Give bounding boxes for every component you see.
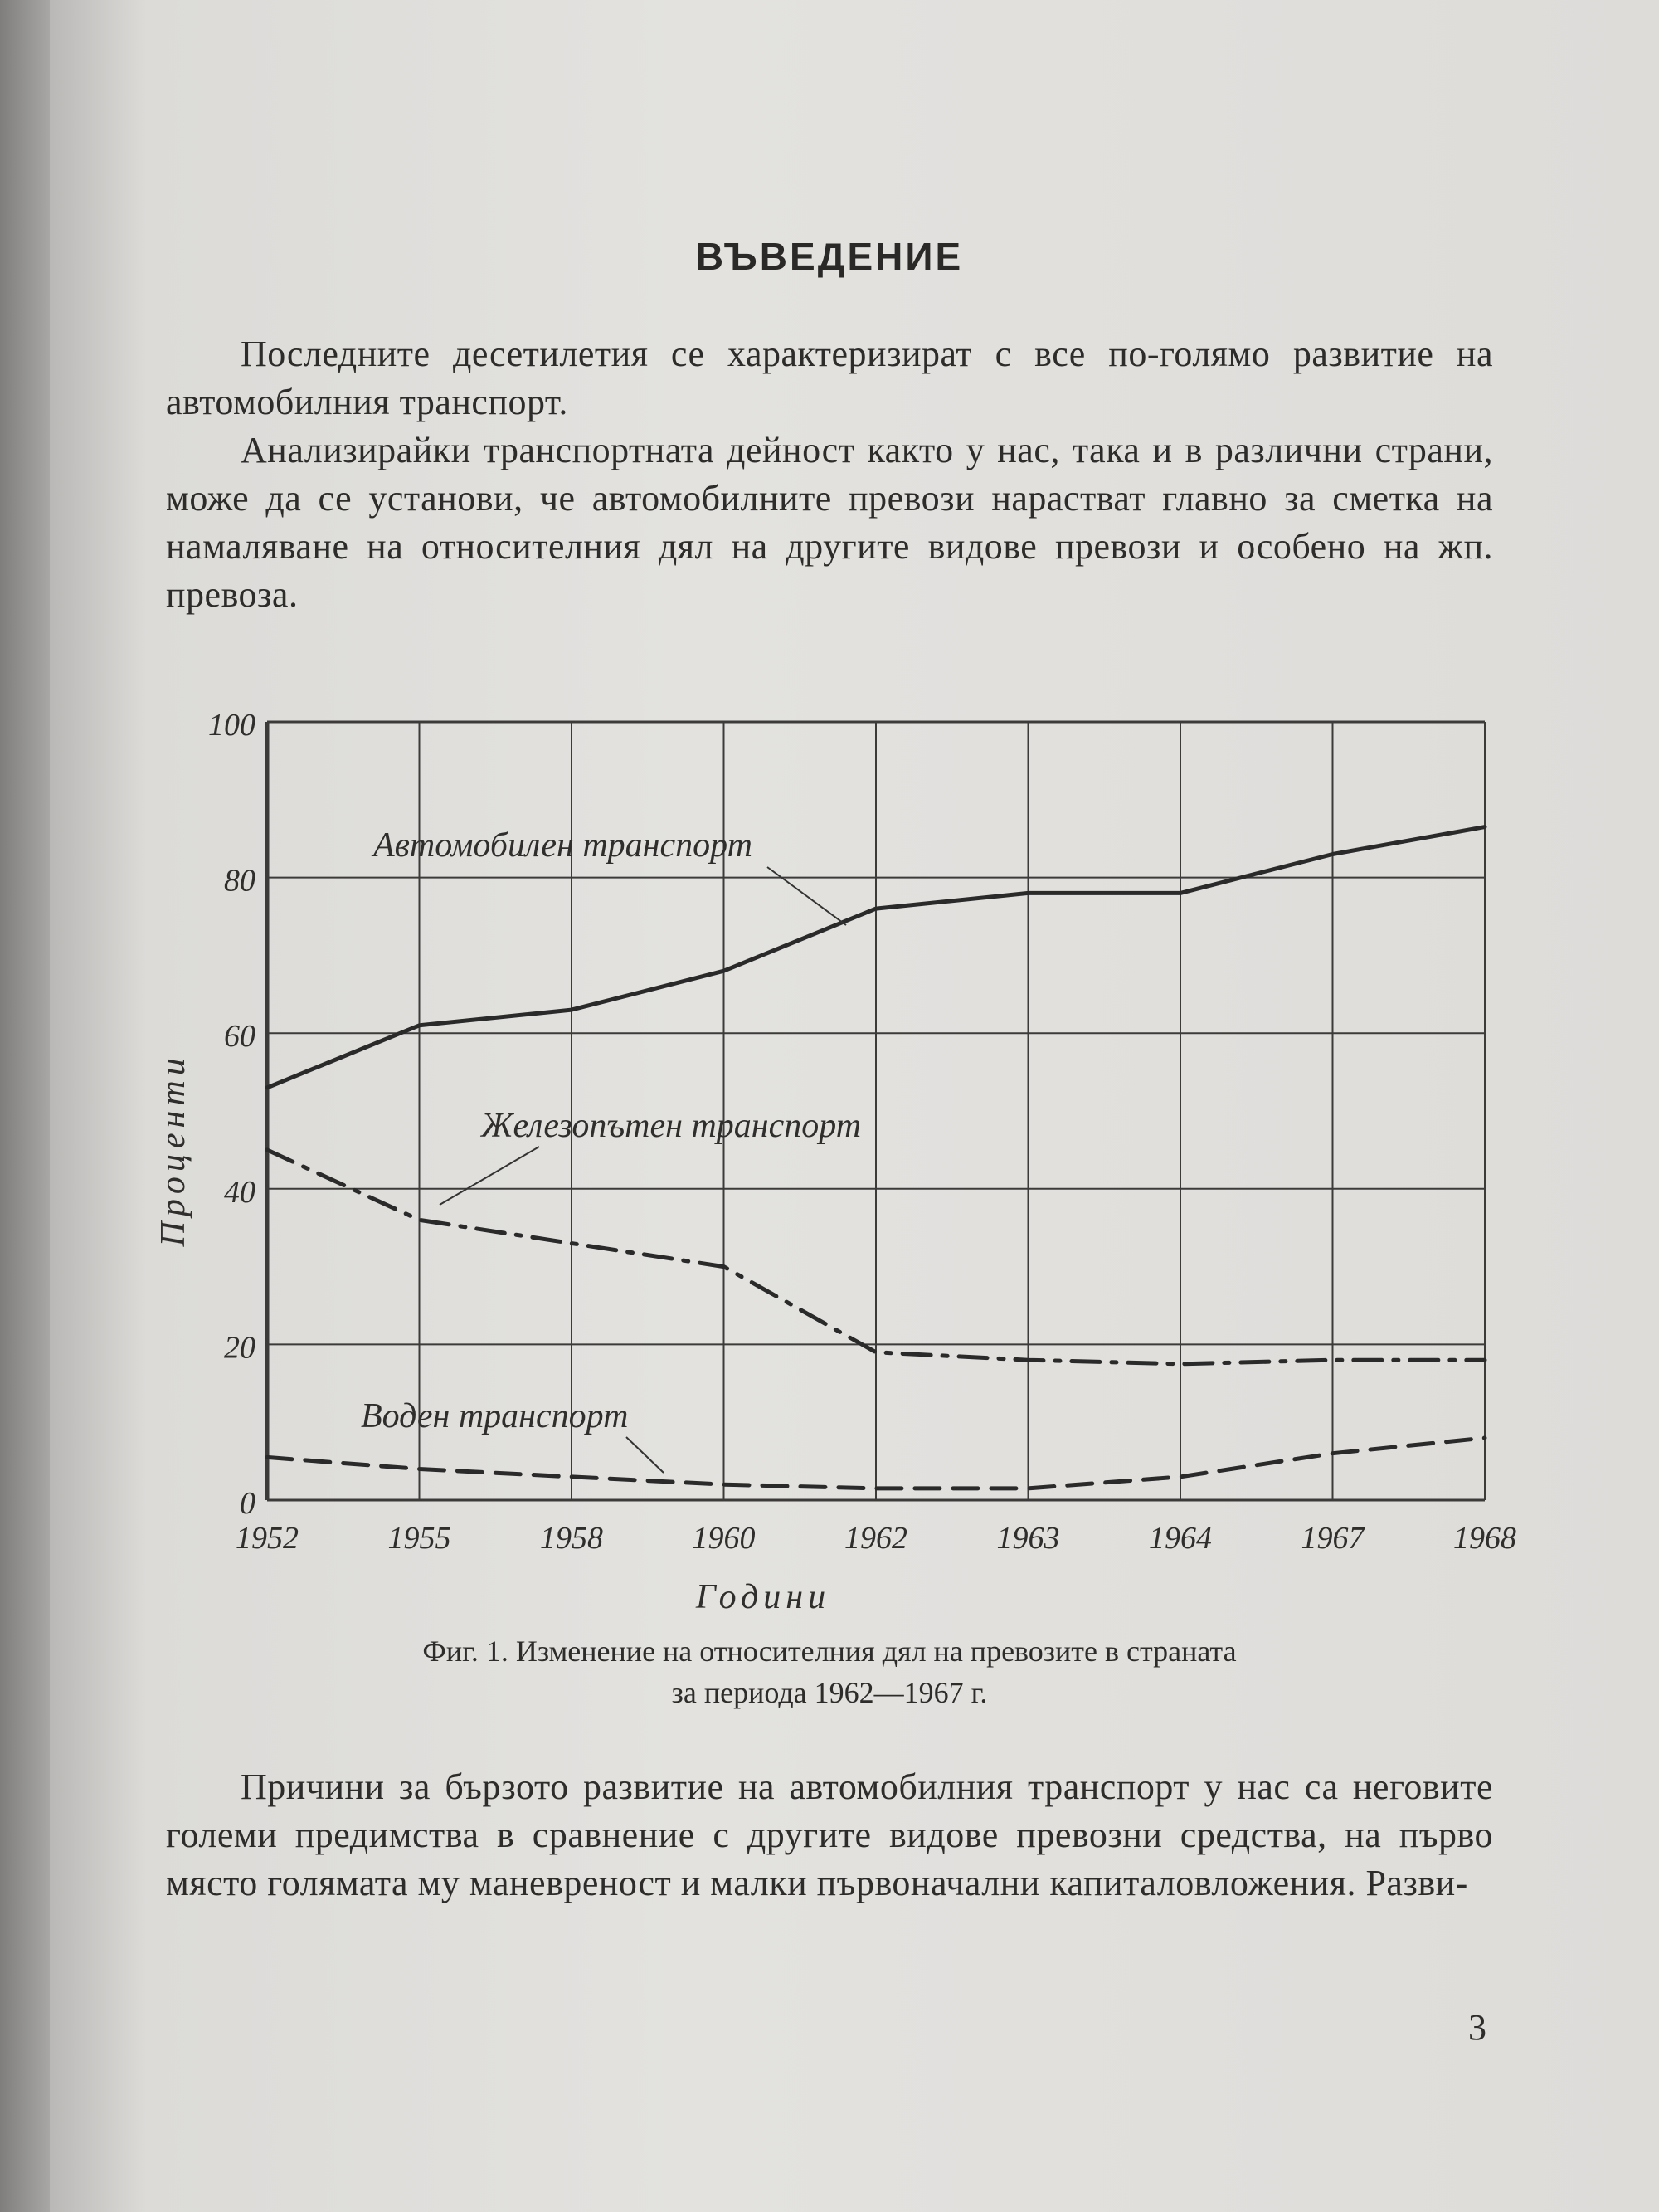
figure-caption-line-2: за периода 1962—1967 г. [671,1676,988,1709]
x-tick-label: 1967 [1301,1521,1365,1556]
paragraph-3: Причини за бързото развитие на автомобилния транспорт у нас са неговите големи предимства в сравнение с другите видове превозни средства, на първо място голямата му маневреност и малки първоначални капиталовложения. Разви- [166,1766,1493,1903]
paragraph-2: Анализирайки транспортната дейност както у нас, така и в различни страни, може да се установи, че автомобилните превози нарастват главно за сметка на намаляване на относителния дял на другите видове превози и особено на жп. превоза. [166,430,1493,615]
series-label: Воден транспорт [361,1397,629,1435]
y-axis-title: Проценти [154,1053,192,1247]
x-tick-label: 1964 [1149,1521,1212,1556]
x-tick-label: 1960 [692,1521,756,1556]
page-title: ВЪВЕДЕНИЕ [695,235,964,278]
series-leader-line [767,867,846,925]
page-number: 3 [1468,2007,1486,2048]
x-tick-label: 1958 [540,1521,603,1556]
series-label: Автомобилен транспорт [373,826,752,865]
x-tick-label: 1968 [1453,1521,1516,1556]
y-tick-label: 80 [224,863,255,899]
y-tick-label: 100 [208,708,255,743]
x-tick-label: 1952 [236,1521,299,1556]
y-tick-label: 0 [240,1486,255,1521]
y-tick-label: 20 [224,1330,255,1366]
page-edge-shadow [0,0,50,2212]
series-leader-line [440,1147,539,1205]
x-tick-label: 1962 [844,1521,907,1556]
y-tick-label: 60 [224,1019,255,1055]
chart-svg [124,697,1535,1626]
series-leader-line [626,1437,664,1473]
series-label: Железопътен транспорт [481,1107,862,1145]
transport-share-chart [124,697,1535,1626]
x-tick-label: 1963 [996,1521,1060,1556]
figure-caption-line-1: Фиг. 1. Изменение на относителния дял на превозите в страната [422,1635,1237,1668]
x-tick-label: 1955 [387,1521,451,1556]
y-tick-label: 40 [224,1174,255,1210]
x-axis-title: Години [695,1578,831,1616]
paragraph-1: Последните десетилетия се характеризират с все по-голямо развитие на автомобилния транспорт. [166,334,1493,422]
